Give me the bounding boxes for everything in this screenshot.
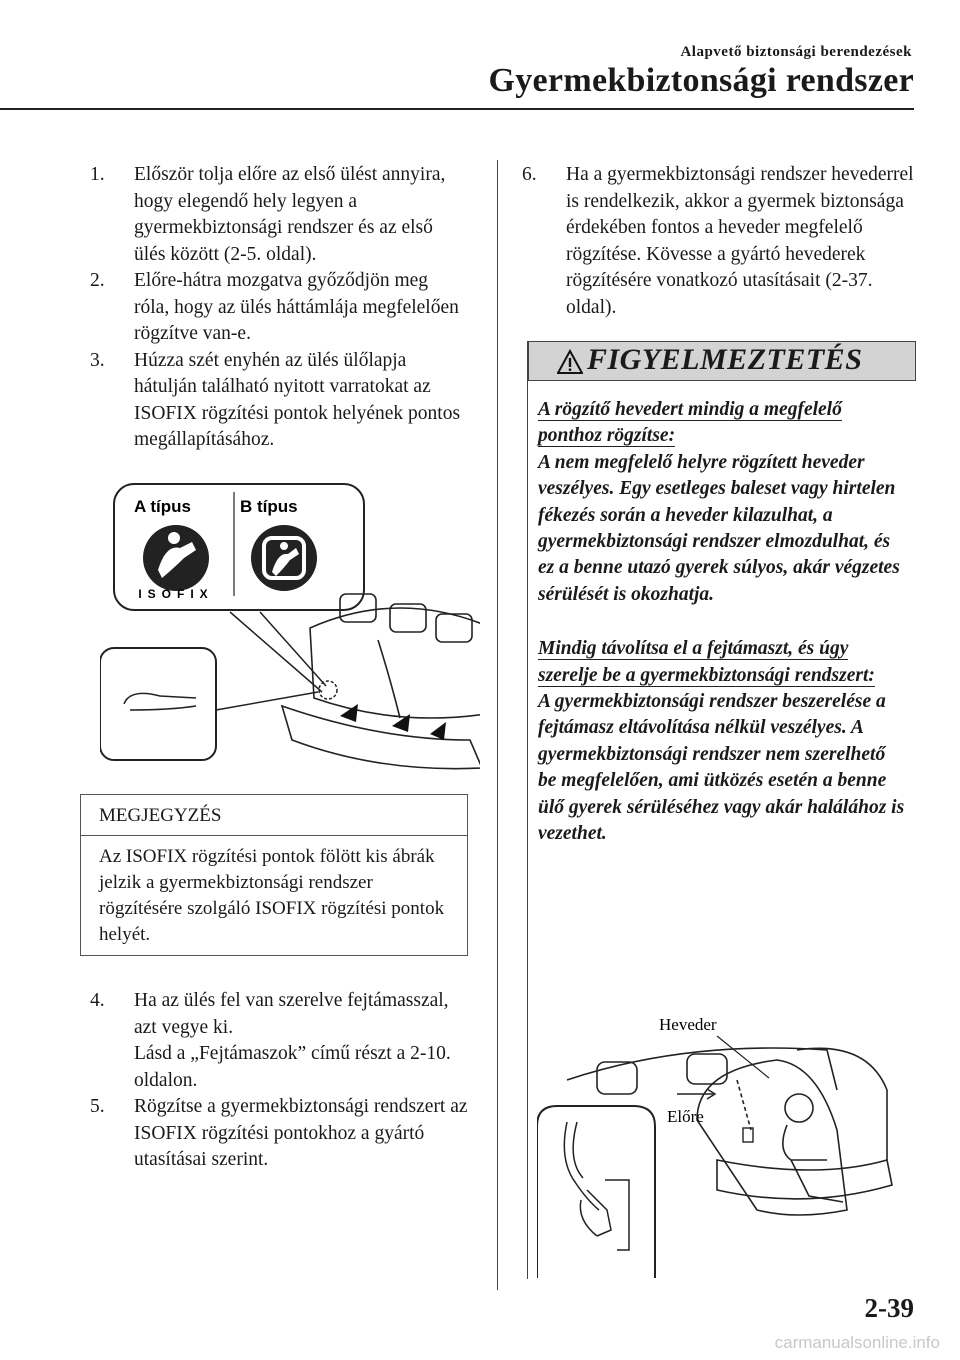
step-text-reference: Lásd a „Fejtámaszok” című részt a 2-10. oldalon. <box>134 1043 451 1091</box>
step-number: 3. <box>90 349 105 371</box>
step-text: Ha az ülés fel van szerelve fejtámasszal, azt vegye ki. <box>134 990 449 1038</box>
list-item <box>90 348 468 454</box>
page-title: Gyermekbiztonsági rendszer <box>488 62 914 99</box>
type-a-label: A típus <box>134 497 191 516</box>
inset-detail-box <box>100 648 216 760</box>
type-b-label: B típus <box>240 497 298 516</box>
list-item <box>90 268 468 348</box>
section-header: Alapvető biztonsági berendezések <box>680 44 912 60</box>
watermark: carmanualsonline.info <box>774 1333 940 1352</box>
step-text: Húzza szét enyhén az ülés ülőlapja hátulján található nyitott varratokat az ISOFIX rögzítési pontok helyének pontos megállapításához. <box>134 349 461 450</box>
rear-seat <box>567 1048 892 1215</box>
note-text: Az ISOFIX rögzítési pontok fölött kis ábrák jelzik a gyermekbiztonsági rendszer rögzítésére szolgáló ISOFIX rögzítési pontok helyét. <box>99 846 445 945</box>
inset-detail-box <box>537 1106 655 1278</box>
step-number: 4. <box>90 990 105 1011</box>
steps-list-2 <box>90 988 468 1174</box>
step-number: 5. <box>90 1096 105 1117</box>
list-item <box>90 162 468 268</box>
tether-strap-illustration <box>537 1010 915 1278</box>
warning-body <box>538 397 908 848</box>
warning-title: FIGYELMEZTETÉS <box>587 343 863 376</box>
list-item <box>522 162 916 321</box>
step-text: Előre-hátra mozgatva győződjön meg róla, hogy az ülés háttámlája megfelelően rögzítve van-e. <box>134 270 459 344</box>
column-divider <box>497 160 498 1290</box>
note-box <box>80 794 468 956</box>
isofix-label: ISOFIX <box>138 587 214 601</box>
step-text: Először tolja előre az első ülést annyira, hogy elegendő hely legyen a gyermekbiztonsági rendszer és az első ülés között (2-5. oldal). <box>134 164 446 265</box>
warning-text-1: A nem megfelelő helyre rögzített heveder veszélyes. Egy esetleges baleset vagy hirtelen fékezés során a heveder kilazulhat, a gyermekbiztonsági rendszer elmozdulhat, és ez a benne utazó gyerek súlyos, akár végzetes sérülését is okozhatja. <box>538 451 900 605</box>
heveder-label: Heveder <box>659 1015 717 1034</box>
note-title: MEGJEGYZÉS <box>81 795 467 836</box>
warning-triangle-icon <box>557 349 583 375</box>
list-item <box>90 988 468 1094</box>
step-number: 2. <box>90 270 105 291</box>
step-number: 6. <box>522 164 537 185</box>
isofix-seat-illustration <box>100 478 480 778</box>
step-number: 1. <box>90 164 105 185</box>
header-rule <box>0 108 914 110</box>
elore-label: Előre <box>667 1107 704 1126</box>
steps-list-3 <box>522 162 916 321</box>
warning-heading-1: A rögzítő hevedert mindig a megfelelő ponthoz rögzítse: <box>538 399 842 447</box>
list-item <box>90 1094 468 1174</box>
isofix-type-b-icon <box>251 525 317 591</box>
page-number: 2-39 <box>864 1293 914 1323</box>
rear-seat <box>282 594 480 769</box>
isofix-type-a-icon <box>138 525 213 601</box>
step-text: Rögzítse a gyermekbiztonsági rendszert az ISOFIX rögzítési pontokhoz a gyártó utasításai szerint. <box>134 1096 468 1170</box>
warning-header <box>528 341 916 381</box>
warning-heading-2: Mindig távolítsa el a fejtámaszt, és úgy szerelje be a gyermekbiztonsági rendszert: <box>538 638 875 686</box>
step-text: Ha a gyermekbiztonsági rendszer hevederrel is rendelkezik, akkor a gyermek biztonsága érdekében fontos a heveder megfelelő rögzítése. Kövesse a gyártó hevederek rögzítésére vonatkozó utasításait (2-37. oldal). <box>566 164 914 318</box>
warning-text-2: A gyermekbiztonsági rendszer beszerelése a fejtámasz eltávolítása nélkül veszélyes. A gyermekbiztonsági rendszer nem szerelhető be megfelelően, ami ütközés esetén a benne ülő gyerek sérüléséhez vagy akár halálához is vezethet. <box>538 691 905 845</box>
steps-list-1 <box>90 162 468 454</box>
